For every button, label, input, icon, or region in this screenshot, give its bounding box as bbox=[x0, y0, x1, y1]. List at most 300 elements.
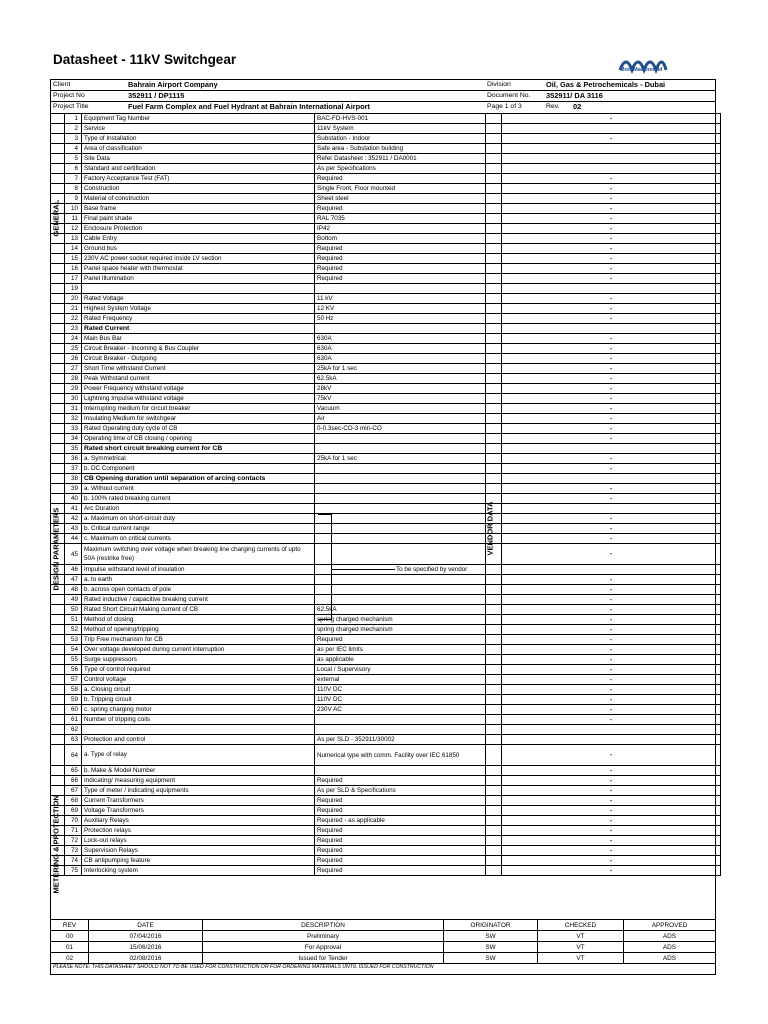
vendor-data-cell: - bbox=[502, 304, 721, 314]
row-number: 48 bbox=[65, 585, 82, 595]
table-row bbox=[51, 434, 721, 444]
vendor-data-cell: - bbox=[502, 364, 721, 374]
table-row bbox=[51, 494, 721, 504]
table-row bbox=[51, 695, 721, 705]
table-row bbox=[51, 514, 721, 524]
table-row bbox=[51, 665, 721, 675]
row-number: 12 bbox=[65, 224, 82, 234]
revision-header-cell: CHECKED bbox=[538, 920, 624, 931]
vendor-data-cell: - bbox=[502, 575, 721, 585]
table-row bbox=[51, 444, 721, 454]
parameter-description: Rated Frequency bbox=[82, 314, 315, 324]
parameter-value bbox=[315, 585, 486, 595]
vendor-spacer bbox=[486, 615, 502, 625]
parameter-description: CB antipumping feature bbox=[82, 856, 315, 866]
parameter-value: 630A bbox=[315, 334, 486, 344]
section-label-general: GENERAL bbox=[51, 199, 61, 237]
vendor-spacer bbox=[486, 816, 502, 826]
parameter-description: a. Type of relay bbox=[82, 745, 315, 766]
row-number: 61 bbox=[65, 715, 82, 725]
vendor-bracket-pointer bbox=[331, 569, 395, 570]
table-row bbox=[51, 796, 721, 806]
client-value: Bahrain Airport Company bbox=[128, 80, 218, 89]
row-number: 37 bbox=[65, 464, 82, 474]
table-row bbox=[51, 635, 721, 645]
parameter-description: Method of closing bbox=[82, 615, 315, 625]
table-row bbox=[51, 164, 721, 174]
parameter-description: Rated Voltage bbox=[82, 294, 315, 304]
table-row bbox=[51, 786, 721, 796]
row-number: 55 bbox=[65, 655, 82, 665]
vendor-data-cell bbox=[502, 474, 721, 484]
vendor-spacer bbox=[486, 294, 502, 304]
parameter-value bbox=[315, 575, 486, 585]
section-cell bbox=[51, 615, 65, 625]
parameter-value: 25kA for 1 sec bbox=[315, 454, 486, 464]
row-number: 9 bbox=[65, 194, 82, 204]
table-row bbox=[51, 224, 721, 234]
vendor-bracket bbox=[318, 514, 332, 620]
parameter-value: 630A bbox=[315, 354, 486, 364]
table-row bbox=[51, 154, 721, 164]
revision-row bbox=[51, 953, 716, 964]
parameter-description: Final paint shade bbox=[82, 214, 315, 224]
vendor-data-cell: - bbox=[502, 605, 721, 615]
parameter-value: Numerical type with comm. Facility over IEC 61850 bbox=[315, 745, 486, 766]
row-number: 27 bbox=[65, 364, 82, 374]
vendor-spacer bbox=[486, 454, 502, 464]
table-row bbox=[51, 244, 721, 254]
vendor-spacer bbox=[486, 846, 502, 856]
section-cell bbox=[51, 394, 65, 404]
parameter-value: Vacuum bbox=[315, 404, 486, 414]
section-cell bbox=[51, 715, 65, 725]
vendor-data-cell: - bbox=[502, 655, 721, 665]
revision-header-cell: DESCRIPTION bbox=[203, 920, 444, 931]
table-row bbox=[51, 364, 721, 374]
table-row bbox=[51, 735, 721, 745]
table-row bbox=[51, 214, 721, 224]
vendor-data-cell: - bbox=[502, 685, 721, 695]
parameter-value bbox=[315, 464, 486, 474]
parameter-value bbox=[315, 504, 486, 514]
parameter-description: b. Make & Model Number bbox=[82, 766, 315, 776]
parameter-value: external bbox=[315, 675, 486, 685]
parameter-description: Rated short circuit breaking current for CB bbox=[82, 444, 315, 454]
row-number: 17 bbox=[65, 274, 82, 284]
parameter-value bbox=[315, 484, 486, 494]
row-number: 60 bbox=[65, 705, 82, 715]
vendor-data-cell bbox=[502, 144, 721, 154]
vendor-data-cell: - bbox=[502, 615, 721, 625]
vendor-data-cell: - bbox=[502, 715, 721, 725]
row-number: 35 bbox=[65, 444, 82, 454]
vendor-spacer bbox=[486, 324, 502, 334]
row-number: 7 bbox=[65, 174, 82, 184]
row-number: 4 bbox=[65, 144, 82, 154]
parameter-description: b. DC Component bbox=[82, 464, 315, 474]
parameter-value: Required bbox=[315, 264, 486, 274]
section-cell bbox=[51, 114, 65, 124]
section-cell bbox=[51, 665, 65, 675]
table-row bbox=[51, 234, 721, 244]
row-number: 30 bbox=[65, 394, 82, 404]
parameter-value: 0-0.3sec-CO-3 min-CO bbox=[315, 424, 486, 434]
parameter-description: Rated Short Circuit Making current of CB bbox=[82, 605, 315, 615]
logo-text: Mott MacDonald bbox=[620, 67, 663, 73]
table-row bbox=[51, 454, 721, 464]
row-number: 3 bbox=[65, 134, 82, 144]
parameter-description: Equipment Tag Number bbox=[82, 114, 315, 124]
document-title: Datasheet - 11kV Switchgear bbox=[53, 52, 237, 67]
vendor-data-cell: - bbox=[502, 204, 721, 214]
section-cell bbox=[51, 304, 65, 314]
vendor-data-cell: - bbox=[502, 134, 721, 144]
parameter-value: as applicable bbox=[315, 655, 486, 665]
parameter-value: Required bbox=[315, 836, 486, 846]
row-number: 5 bbox=[65, 154, 82, 164]
vendor-spacer bbox=[486, 585, 502, 595]
parameter-value: 630A bbox=[315, 344, 486, 354]
vendor-data-cell bbox=[502, 164, 721, 174]
vendor-data-cell bbox=[502, 565, 721, 575]
vendor-data-cell bbox=[502, 725, 721, 735]
vendor-data-cell: - bbox=[502, 806, 721, 816]
revision-header-cell: DATE bbox=[89, 920, 203, 931]
table-row bbox=[51, 184, 721, 194]
table-row bbox=[51, 194, 721, 204]
revision-cell: VT bbox=[538, 931, 624, 942]
table-row bbox=[51, 715, 721, 725]
parameter-value: Required bbox=[315, 635, 486, 645]
vendor-data-cell: - bbox=[502, 384, 721, 394]
parameter-description: Rated Operating duty cycle of CB bbox=[82, 424, 315, 434]
parameter-value: 110V DC bbox=[315, 685, 486, 695]
row-number: 63 bbox=[65, 735, 82, 745]
section-cell bbox=[51, 625, 65, 635]
table-row bbox=[51, 174, 721, 184]
table-row bbox=[51, 504, 721, 514]
row-number: 71 bbox=[65, 826, 82, 836]
vendor-spacer bbox=[486, 776, 502, 786]
table-row bbox=[51, 334, 721, 344]
revision-row bbox=[51, 931, 716, 942]
row-number: 62 bbox=[65, 725, 82, 735]
vendor-spacer bbox=[486, 314, 502, 324]
vendor-spacer bbox=[486, 444, 502, 454]
parameter-description: Maximum switching over voltage when breaking line charging currents of upto 50A (restrike free) bbox=[82, 544, 315, 565]
parameter-description: Arc Duration bbox=[82, 504, 315, 514]
row-number: 59 bbox=[65, 695, 82, 705]
section-cell bbox=[51, 434, 65, 444]
parameter-value: Required bbox=[315, 204, 486, 214]
parameter-description: Site Data bbox=[82, 154, 315, 164]
row-number: 36 bbox=[65, 454, 82, 464]
revision-header-cell: ORIGINATOR bbox=[444, 920, 538, 931]
parameter-value: 25kA for 1 sec bbox=[315, 364, 486, 374]
parameter-value: IP42 bbox=[315, 224, 486, 234]
row-number: 38 bbox=[65, 474, 82, 484]
parameter-description: Peak Withstand current bbox=[82, 374, 315, 384]
parameter-value: 11 kV bbox=[315, 294, 486, 304]
vendor-spacer bbox=[486, 695, 502, 705]
table-row bbox=[51, 605, 721, 615]
parameter-description: a. to earth bbox=[82, 575, 315, 585]
section-cell bbox=[51, 164, 65, 174]
section-cell bbox=[51, 324, 65, 334]
row-number: 51 bbox=[65, 615, 82, 625]
row-number: 34 bbox=[65, 434, 82, 444]
table-row bbox=[51, 705, 721, 715]
table-row bbox=[51, 404, 721, 414]
vendor-data-cell: - bbox=[502, 484, 721, 494]
vendor-data-cell: - bbox=[502, 705, 721, 715]
page-indicator: Page 1 of 3 bbox=[487, 103, 522, 110]
row-number: 29 bbox=[65, 384, 82, 394]
table-row bbox=[51, 464, 721, 474]
row-number: 19 bbox=[65, 284, 82, 294]
parameter-value: Required bbox=[315, 254, 486, 264]
parameter-value: 110V DC bbox=[315, 695, 486, 705]
section-cell bbox=[51, 414, 65, 424]
parameter-value: 75kV bbox=[315, 394, 486, 404]
vendor-data-cell bbox=[502, 284, 721, 294]
parameter-description: b. Tripping circuit bbox=[82, 695, 315, 705]
parameter-value bbox=[315, 434, 486, 444]
vendor-data-cell: - bbox=[502, 635, 721, 645]
table-row bbox=[51, 655, 721, 665]
row-number: 70 bbox=[65, 816, 82, 826]
vendor-data-cell: - bbox=[502, 464, 721, 474]
parameter-description: Current Transformers bbox=[82, 796, 315, 806]
row-number: 25 bbox=[65, 344, 82, 354]
section-cell bbox=[51, 124, 65, 134]
row-number: 28 bbox=[65, 374, 82, 384]
vendor-spacer bbox=[486, 144, 502, 154]
section-cell bbox=[51, 424, 65, 434]
revision-cell: VT bbox=[538, 942, 624, 953]
section-cell bbox=[51, 705, 65, 715]
vendor-spacer bbox=[486, 866, 502, 876]
vendor-data-cell bbox=[502, 324, 721, 334]
vendor-data-cell: - bbox=[502, 394, 721, 404]
vendor-spacer bbox=[486, 826, 502, 836]
section-cell bbox=[51, 655, 65, 665]
revision-cell: 15/06/2016 bbox=[89, 942, 203, 953]
rev-label: Rev. bbox=[546, 103, 560, 110]
vendor-spacer bbox=[486, 234, 502, 244]
revision-cell: For Approval bbox=[203, 942, 444, 953]
revision-cell: 02 bbox=[51, 953, 89, 964]
vendor-data-cell: - bbox=[502, 846, 721, 856]
section-cell bbox=[51, 776, 65, 786]
section-cell bbox=[51, 144, 65, 154]
datasheet-table bbox=[50, 113, 721, 876]
vendor-spacer bbox=[486, 114, 502, 124]
row-number: 15 bbox=[65, 254, 82, 264]
vendor-data-cell: - bbox=[502, 424, 721, 434]
section-label-design: DESIGN PARAMETERS bbox=[51, 507, 61, 591]
section-cell bbox=[51, 134, 65, 144]
row-number: 43 bbox=[65, 524, 82, 534]
vendor-spacer bbox=[486, 264, 502, 274]
section-cell bbox=[51, 675, 65, 685]
vendor-spacer bbox=[486, 244, 502, 254]
parameter-value: Required - as applicable bbox=[315, 816, 486, 826]
table-row bbox=[51, 254, 721, 264]
project-no-label: Project No bbox=[53, 92, 85, 99]
vendor-spacer bbox=[486, 424, 502, 434]
parameter-value bbox=[315, 534, 486, 544]
parameter-value: RAL 7035 bbox=[315, 214, 486, 224]
vendor-data-cell: - bbox=[502, 675, 721, 685]
parameter-description: Circuit Breaker - Incoming & Bus Coupler bbox=[82, 344, 315, 354]
vendor-data-cell: - bbox=[502, 194, 721, 204]
parameter-description: a. Symmetrical bbox=[82, 454, 315, 464]
table-row bbox=[51, 294, 721, 304]
parameter-value bbox=[315, 474, 486, 484]
parameter-description: Material of construction bbox=[82, 194, 315, 204]
table-row bbox=[51, 384, 721, 394]
table-row bbox=[51, 595, 721, 605]
vendor-data-cell: - bbox=[502, 796, 721, 806]
parameter-description: Type of meter / indicating equipments bbox=[82, 786, 315, 796]
parameter-description: Base frame bbox=[82, 204, 315, 214]
revision-cell: SW bbox=[444, 953, 538, 964]
vendor-data-cell: - bbox=[502, 454, 721, 464]
vendor-data-cell: - bbox=[502, 776, 721, 786]
vendor-spacer bbox=[486, 766, 502, 776]
footer-note: PLEASE NOTE: THIS DATASHEET SHOULD NOT TO BE USED FOR CONSTRUCTION OR FOR ORDERING MATERIALS UNTIL ISSUED FOR CONSTRUCTION bbox=[53, 964, 434, 970]
vendor-data-cell: - bbox=[502, 695, 721, 705]
parameter-value: 50 Hz bbox=[315, 314, 486, 324]
vendor-note: To be specified by vendor bbox=[396, 566, 468, 573]
vendor-spacer bbox=[486, 184, 502, 194]
row-number: 54 bbox=[65, 645, 82, 655]
row-number: 56 bbox=[65, 665, 82, 675]
parameter-value: 28kV bbox=[315, 384, 486, 394]
parameter-description: b. Critical current range bbox=[82, 524, 315, 534]
vendor-spacer bbox=[486, 836, 502, 846]
vendor-spacer bbox=[486, 384, 502, 394]
parameter-description: Circuit Breaker - Outgoing bbox=[82, 354, 315, 364]
vendor-spacer bbox=[486, 224, 502, 234]
parameter-value: Required bbox=[315, 796, 486, 806]
parameter-description: Operating time of CB closing / opening bbox=[82, 434, 315, 444]
row-number: 32 bbox=[65, 414, 82, 424]
section-cell bbox=[51, 374, 65, 384]
table-row bbox=[51, 144, 721, 154]
row-number: 11 bbox=[65, 214, 82, 224]
vendor-data-cell: - bbox=[502, 184, 721, 194]
vendor-data-cell: - bbox=[502, 826, 721, 836]
table-row bbox=[51, 826, 721, 836]
table-row bbox=[51, 414, 721, 424]
revision-cell: SW bbox=[444, 931, 538, 942]
parameter-description: Insulating Medium for switchgear bbox=[82, 414, 315, 424]
vendor-data-cell: - bbox=[502, 274, 721, 284]
parameter-description: Impulse withstand level of insulation bbox=[82, 565, 315, 575]
vendor-spacer bbox=[486, 725, 502, 735]
row-number: 52 bbox=[65, 625, 82, 635]
table-row bbox=[51, 776, 721, 786]
parameter-value: as per IEC limits bbox=[315, 645, 486, 655]
row-number: 24 bbox=[65, 334, 82, 344]
row-number: 16 bbox=[65, 264, 82, 274]
row-number: 72 bbox=[65, 836, 82, 846]
row-number: 66 bbox=[65, 776, 82, 786]
table-row bbox=[51, 675, 721, 685]
parameter-description: Cable Entry bbox=[82, 234, 315, 244]
parameter-value: Required bbox=[315, 776, 486, 786]
parameter-value: Safe area - Substation building bbox=[315, 144, 486, 154]
table-row bbox=[51, 474, 721, 484]
revision-cell: 07/04/2016 bbox=[89, 931, 203, 942]
division-label: Division bbox=[487, 81, 511, 88]
parameter-description: b. 100% rated breaking current bbox=[82, 494, 315, 504]
revision-cell: Preliminary bbox=[203, 931, 444, 942]
parameter-value bbox=[315, 725, 486, 735]
section-cell bbox=[51, 154, 65, 164]
vendor-data-cell: - bbox=[502, 344, 721, 354]
vendor-spacer bbox=[486, 635, 502, 645]
revision-cell: ADS bbox=[624, 931, 716, 942]
vendor-spacer bbox=[486, 374, 502, 384]
parameter-value: 230V AC bbox=[315, 705, 486, 715]
parameter-value: 11kV System bbox=[315, 124, 486, 134]
parameter-description: Type of Installation bbox=[82, 134, 315, 144]
table-row bbox=[51, 114, 721, 124]
row-number: 41 bbox=[65, 504, 82, 514]
project-no-value: 352911 / DP1115 bbox=[128, 91, 185, 100]
table-row bbox=[51, 484, 721, 494]
parameter-description: Lightning Impulse withstand voltage bbox=[82, 394, 315, 404]
section-cell bbox=[51, 645, 65, 655]
section-cell bbox=[51, 695, 65, 705]
parameter-value bbox=[315, 715, 486, 725]
parameter-description bbox=[82, 725, 315, 735]
vendor-data-cell: - bbox=[502, 264, 721, 274]
parameter-description: Over voltage developed during current interruption bbox=[82, 645, 315, 655]
vendor-spacer bbox=[486, 204, 502, 214]
row-number: 73 bbox=[65, 846, 82, 856]
parameter-value: 62.5kA bbox=[315, 374, 486, 384]
table-row bbox=[51, 725, 721, 735]
section-cell bbox=[51, 444, 65, 454]
vendor-spacer bbox=[486, 124, 502, 134]
vendor-data-cell bbox=[502, 735, 721, 745]
vendor-spacer bbox=[486, 796, 502, 806]
parameter-value: Required bbox=[315, 174, 486, 184]
vendor-spacer bbox=[486, 254, 502, 264]
vendor-spacer bbox=[486, 735, 502, 745]
table-row bbox=[51, 314, 721, 324]
vendor-spacer bbox=[486, 134, 502, 144]
vendor-data-cell: - bbox=[502, 866, 721, 876]
parameter-description: Interlocking system bbox=[82, 866, 315, 876]
parameter-description: Short Time withstand Current bbox=[82, 364, 315, 374]
vendor-data-cell: - bbox=[502, 314, 721, 324]
section-cell bbox=[51, 454, 65, 464]
section-cell bbox=[51, 474, 65, 484]
section-cell bbox=[51, 725, 65, 735]
project-title-label: Project Title bbox=[53, 103, 89, 110]
document-no-label: Document No. bbox=[487, 92, 531, 99]
row-number: 47 bbox=[65, 575, 82, 585]
parameter-description: Protection and control bbox=[82, 735, 315, 745]
parameter-value: Required bbox=[315, 806, 486, 816]
row-number: 10 bbox=[65, 204, 82, 214]
